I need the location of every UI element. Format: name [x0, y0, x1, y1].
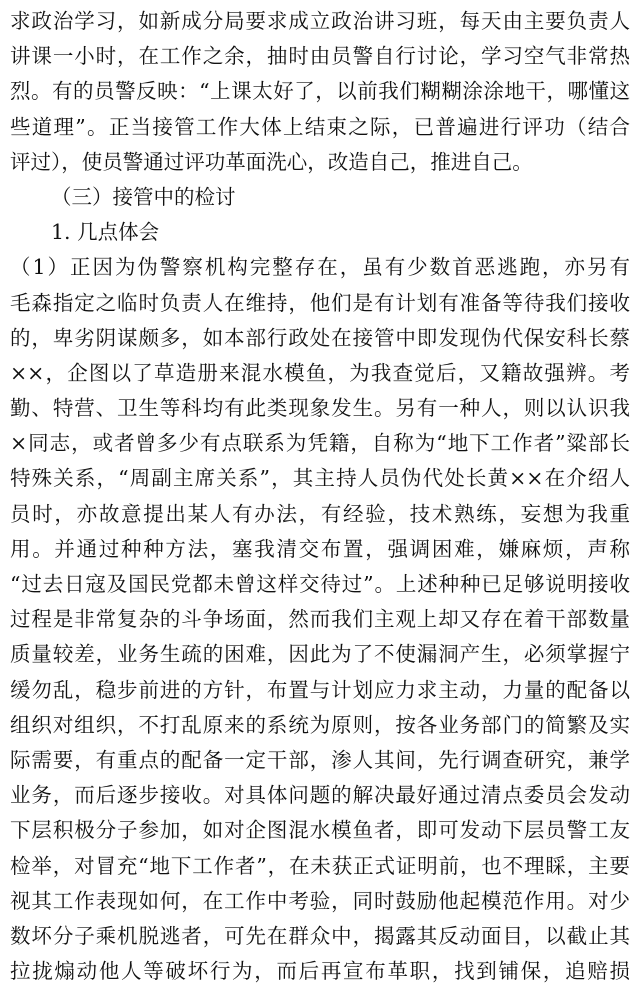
- text-line: 些道理”。正当接管工作大体上结束之际，已普遍进行评功（结合: [10, 114, 630, 139]
- text-line: 拉拢煽动他人等破坏行为，而后再宣布革职，找到铺保，追赔损: [10, 959, 630, 984]
- text-line: 检举，对冒充“地下工作者”，在未获正式证明前，也不理睬，主要: [10, 853, 630, 878]
- text-line: 勤、特营、卫生等科均有此类现象发生。另有一种人，则以认识我: [10, 396, 630, 421]
- text-line: 业务，而后逐步接收。对具体问题的解决最好通过清点委员会发动: [10, 783, 630, 808]
- section-heading: （三）接管中的检讨: [51, 184, 236, 209]
- text-line: 下层积极分子参加，如对企图混水模鱼者，即可发动下层员警工友: [10, 818, 630, 843]
- text-line: 烈。有的员警反映：“上课太好了，以前我们糊糊涂涂地干，哪懂这: [10, 79, 630, 104]
- text-line: ×同志，或者曾多少有点联系为凭籍，自称为“地下工作者”粱部长: [10, 431, 630, 456]
- text-line: 质量较差，业务生疏的困难，因此为了不使漏洞产生，必须掌握宁: [10, 642, 630, 667]
- text-line: ××，企图以了草造册来混水模鱼，为我查觉后，又籍故强辨。考: [10, 360, 630, 385]
- text-line: 的，卑劣阴谋颇多，如本部行政处在接管中即发现伪代保安科长蔡: [10, 325, 630, 350]
- paragraph-end-line: 评过），使员警通过评功革面洗心，改造自己，推进自己。: [10, 149, 533, 174]
- text-line: 际需要，有重点的配备一定干部，渗人其间，先行调查研究，兼学: [10, 747, 630, 772]
- text-line: 缓勿乱，稳步前进的方针，布置与计划应力求主动，力量的配备以: [10, 677, 630, 702]
- text-line: 员时，亦故意提出某人有办法，有经验，技术熟练，妄想为我重: [10, 501, 630, 526]
- text-line: 用。并通过种种方法，塞我清交布置，强调困难，嫌麻烦，声称: [10, 536, 630, 561]
- subsection-heading: 1. 几点体会: [51, 220, 160, 245]
- text-line: “过去日寇及国民党都未曾这样交待过”。上述种种已足够说明接收: [10, 572, 630, 596]
- paragraph-first-line: （1）正因为伪警察机构完整存在，虽有少数首恶逃跑，亦另有: [10, 255, 630, 280]
- text-line: 特殊关系，“周副主席关系”，其主持人员伪代处长黄××在介绍人: [10, 466, 630, 491]
- text-line: 视其工作表现如何，在工作中考验，同时鼓励他起模范作用。对少: [10, 888, 630, 913]
- text-line: 讲课一小时，在工作之余，抽时由员警自行讨论，学习空气非常热: [10, 44, 630, 69]
- text-line: 过程是非常复杂的斗争场面，然而我们主观上却又存在着干部数量: [10, 607, 630, 632]
- text-line: 毛森指定之临时负责人在维持，他们是有计划有准备等待我们接收: [10, 290, 630, 315]
- text-line: 求政治学习，如新成分局要求成立政治讲习班，每天由主要负责人: [10, 9, 630, 33]
- text-line: 组织对组织，不打乱原来的系统为原则，按各业务部门的简繁及实: [10, 712, 630, 737]
- text-line: 数坏分子乘机脱逃者，可先在群众中，揭露其反动面目，以截止其: [10, 923, 630, 948]
